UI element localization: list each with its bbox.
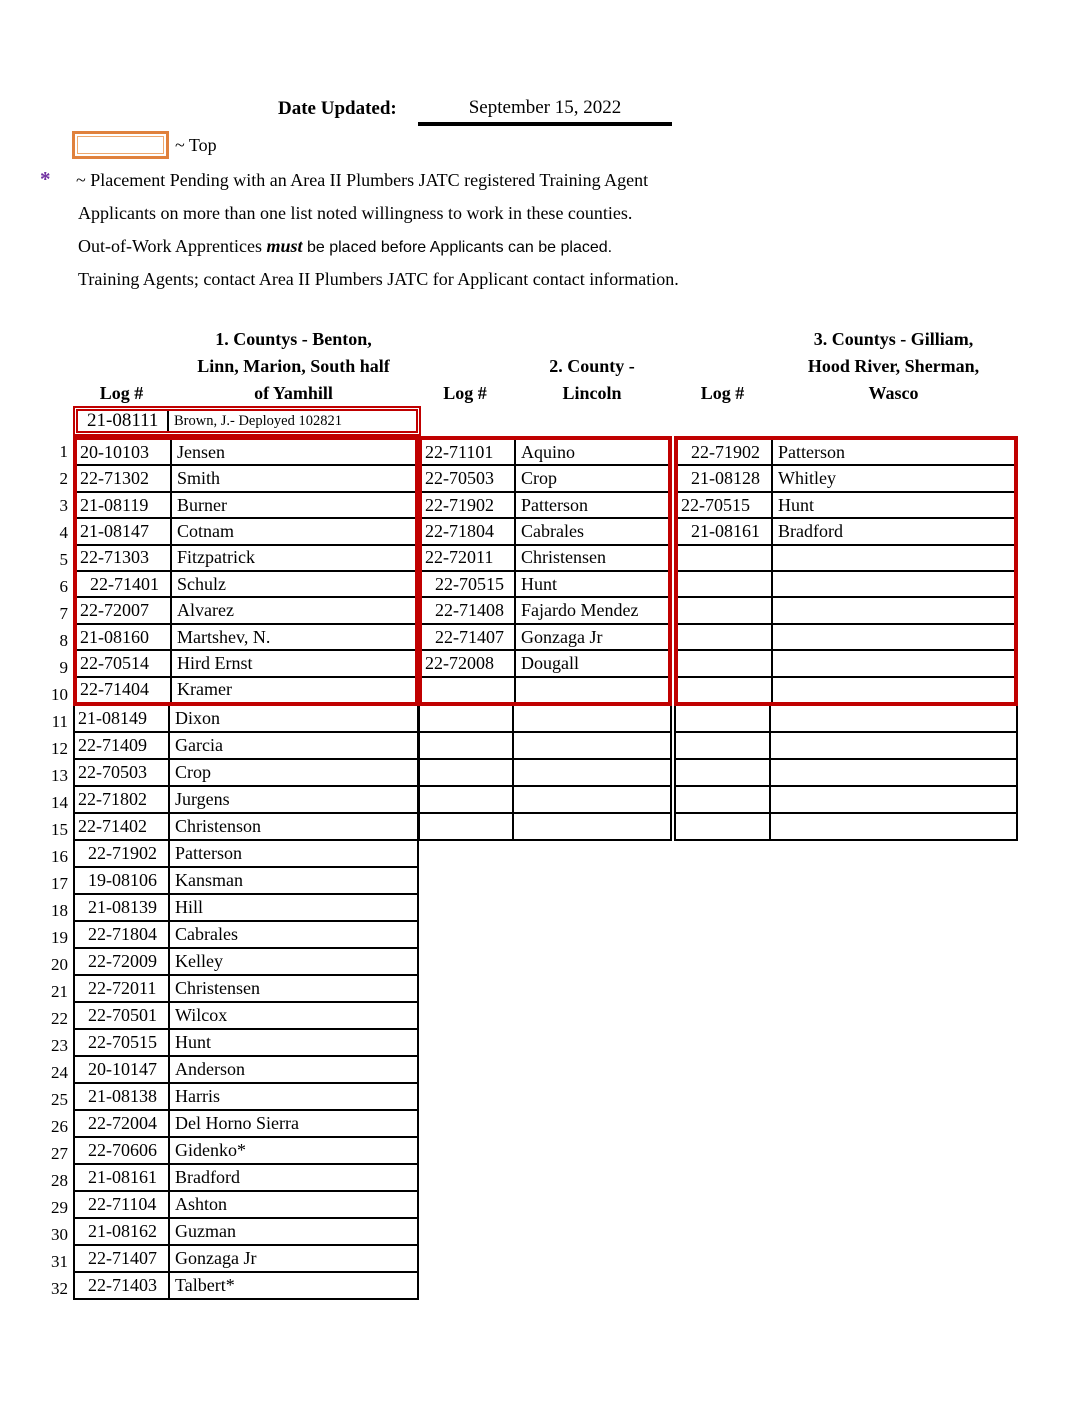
name-cell: Jurgens (175, 789, 230, 809)
name-cell: Schulz (177, 573, 226, 594)
table-row (73, 814, 419, 841)
orange-legend-box-inner (75, 134, 166, 156)
priority-group-box (674, 436, 1018, 706)
group-2-title: 2. County - Lincoln (549, 356, 635, 403)
log-cell (420, 787, 514, 812)
log-cell: 22-71902 (422, 493, 516, 517)
log-cell: 22-71303 (77, 546, 172, 570)
footnote-asterisk: * (40, 167, 51, 191)
row-number: 30 (51, 1225, 68, 1244)
log-cell: 22-70515 (422, 572, 516, 596)
name-cell (514, 706, 670, 731)
group-1-title: 1. Countys - Benton, Linn, Marion, South half of Yamhill (197, 329, 390, 403)
log-cell (676, 706, 771, 731)
name-cell: Talbert* (175, 1275, 235, 1295)
note-oow-must: must (266, 236, 303, 256)
group-1-list (73, 406, 419, 1300)
name-cell: Guzman (175, 1221, 236, 1241)
name-cell (773, 678, 1014, 702)
log-cell: 21-08128 (678, 466, 773, 490)
row-number: 23 (51, 1036, 68, 1055)
name-cell (771, 733, 1016, 758)
log-cell (676, 787, 771, 812)
name-cell: Patterson (175, 843, 242, 863)
table-row (77, 466, 415, 492)
name-cell (773, 546, 1014, 570)
table-row (73, 1246, 419, 1273)
log-cell: 21-08149 (75, 706, 170, 731)
table-row (422, 440, 668, 466)
log-cell: 21-08139 (75, 895, 170, 920)
table-row (678, 546, 1014, 572)
log-cell: 21-08161 (678, 519, 773, 543)
name-cell (514, 760, 670, 785)
table-row (422, 493, 668, 519)
table-row (674, 706, 1018, 733)
row-number: 32 (51, 1279, 68, 1298)
table-row (77, 678, 415, 702)
log-cell: 19-08106 (75, 868, 170, 893)
row-number: 19 (51, 928, 68, 947)
row-number: 24 (51, 1063, 68, 1082)
log-cell: 22-71802 (75, 787, 170, 812)
table-row (674, 814, 1018, 841)
row-number: 11 (51, 712, 68, 731)
log-cell: 21-08161 (75, 1165, 170, 1190)
table-row (73, 733, 419, 760)
name-cell: Cabrales (175, 924, 238, 944)
table-row (422, 625, 668, 651)
note-training-agents: Training Agents; contact Area II Plumbers JATC for Applicant contact information. (78, 269, 679, 289)
log-cell: 22-70606 (75, 1138, 170, 1163)
name-cell: Alvarez (177, 600, 234, 621)
log-cell: 22-71804 (422, 519, 516, 543)
row-number: 21 (51, 982, 68, 1001)
table-row (73, 1138, 419, 1165)
row-number: 20 (51, 955, 68, 974)
name-cell: Fitzpatrick (177, 547, 255, 568)
deployed-name-cell: Brown, J.- Deployed 102821 (174, 412, 342, 429)
name-cell (514, 787, 670, 812)
name-cell: Bradford (778, 520, 843, 541)
log-cell (678, 651, 773, 675)
row-number: 31 (51, 1252, 68, 1271)
row-number: 26 (51, 1117, 68, 1136)
name-cell (773, 625, 1014, 649)
table-row (77, 572, 415, 598)
name-cell: Aquino (521, 441, 575, 462)
log-cell: 22-71401 (77, 572, 172, 596)
name-cell: Garcia (175, 735, 223, 755)
table-row (678, 440, 1014, 466)
group-3-title: 3. Countys - Gilliam, Hood River, Sherman, Wasco (807, 329, 980, 403)
log-cell: 22-71804 (75, 922, 170, 947)
name-cell (773, 651, 1014, 675)
log-number-header-3: Log # (700, 383, 745, 403)
row-number: 4 (59, 523, 68, 542)
table-row (73, 1003, 419, 1030)
group-3-list (674, 436, 1018, 841)
table-row (678, 572, 1014, 598)
name-cell: Fajardo Mendez (521, 600, 639, 621)
row-number: 5 (59, 550, 68, 569)
log-cell: 22-71101 (422, 440, 516, 464)
log-cell (420, 814, 514, 839)
priority-group-box (418, 436, 672, 706)
table-row (73, 706, 419, 733)
log-cell (676, 814, 771, 839)
deployed-log-cell: 21-08111 (78, 411, 169, 431)
table-row (73, 841, 419, 868)
table-row (422, 466, 668, 492)
log-cell (678, 546, 773, 570)
row-number: 22 (51, 1009, 68, 1028)
log-cell: 22-71302 (77, 466, 172, 490)
deployed-row (73, 406, 421, 436)
top-legend-label: ~ Top (175, 135, 217, 155)
log-cell: 22-70515 (75, 1030, 170, 1055)
orange-legend-box (72, 131, 169, 159)
log-cell: 22-70514 (77, 651, 172, 675)
name-cell: Martshev, N. (177, 626, 271, 647)
log-cell (422, 678, 516, 702)
log-cell: 20-10103 (77, 440, 172, 464)
log-cell (678, 598, 773, 622)
name-cell (514, 814, 670, 839)
table-row (73, 922, 419, 949)
table-row (73, 868, 419, 895)
table-row (418, 787, 672, 814)
log-cell (678, 625, 773, 649)
log-cell: 22-71403 (75, 1273, 170, 1298)
log-number-header-2: Log # (443, 383, 487, 403)
row-number: 7 (59, 604, 68, 623)
name-cell: Bradford (175, 1167, 240, 1187)
name-cell: Gidenko* (175, 1140, 246, 1160)
table-row (422, 598, 668, 624)
name-cell: Gonzaga Jr (521, 626, 603, 647)
log-cell: 22-71409 (75, 733, 170, 758)
table-row (678, 625, 1014, 651)
row-number: 12 (51, 739, 68, 758)
table-row (678, 651, 1014, 677)
date-updated-value: September 15, 2022 (418, 97, 672, 126)
name-cell (771, 787, 1016, 812)
table-row (678, 466, 1014, 492)
name-cell (773, 598, 1014, 622)
name-cell: Christensen (175, 978, 260, 998)
table-row (418, 706, 672, 733)
log-cell: 22-70501 (75, 1003, 170, 1028)
log-cell (420, 760, 514, 785)
row-number: 8 (59, 631, 68, 650)
row-number: 29 (51, 1198, 68, 1217)
name-cell: Hunt (521, 573, 557, 594)
log-cell: 22-72009 (75, 949, 170, 974)
name-cell: Dixon (175, 708, 220, 728)
log-cell: 22-70515 (678, 493, 773, 517)
name-cell (771, 814, 1016, 839)
name-cell: Crop (175, 762, 211, 782)
table-row (422, 678, 668, 702)
name-cell: Christensen (521, 547, 606, 568)
row-number: 3 (59, 496, 68, 515)
table-row (73, 949, 419, 976)
row-number: 25 (51, 1090, 68, 1109)
row-number: 14 (51, 793, 68, 812)
name-cell: Wilcox (175, 1005, 228, 1025)
log-cell: 22-71408 (422, 598, 516, 622)
row-number: 9 (59, 658, 68, 677)
table-row (422, 546, 668, 572)
name-cell: Burner (177, 494, 227, 515)
table-row (77, 493, 415, 519)
table-row (73, 787, 419, 814)
table-row (418, 760, 672, 787)
row-number: 16 (51, 847, 68, 866)
name-cell (514, 733, 670, 758)
name-cell: Harris (175, 1086, 220, 1106)
row-number: 1 (59, 442, 68, 461)
row-number-gutter (36, 438, 68, 1302)
row-number: 10 (51, 685, 68, 704)
table-row (73, 1165, 419, 1192)
name-cell: Anderson (175, 1059, 245, 1079)
row-number: 13 (51, 766, 68, 785)
table-row (73, 1084, 419, 1111)
table-row (674, 787, 1018, 814)
log-cell (420, 733, 514, 758)
row-number: 27 (51, 1144, 68, 1163)
date-updated-label: Date Updated: (278, 98, 397, 119)
table-row (77, 519, 415, 545)
name-cell: Christenson (175, 816, 262, 836)
name-cell (516, 678, 668, 702)
log-cell: 20-10147 (75, 1057, 170, 1082)
name-cell: Crop (521, 468, 557, 489)
table-row (674, 760, 1018, 787)
log-cell: 21-08119 (77, 493, 172, 517)
name-cell: Patterson (521, 494, 588, 515)
name-cell (771, 760, 1016, 785)
name-cell: Smith (177, 468, 221, 489)
log-cell: 21-08162 (75, 1219, 170, 1244)
table-row (422, 572, 668, 598)
name-cell: Whitley (778, 468, 836, 489)
name-cell: Hill (175, 897, 204, 917)
table-row (73, 1111, 419, 1138)
log-cell: 22-71407 (422, 625, 516, 649)
name-cell (771, 706, 1016, 731)
table-row (73, 1219, 419, 1246)
table-row (422, 519, 668, 545)
log-cell: 22-72004 (75, 1111, 170, 1136)
log-cell: 22-71404 (77, 678, 172, 702)
table-row (678, 493, 1014, 519)
log-number-header-1: Log # (99, 383, 144, 403)
table-row (77, 440, 415, 466)
log-cell (676, 733, 771, 758)
log-cell: 22-71407 (75, 1246, 170, 1271)
name-cell: Kramer (177, 679, 232, 700)
table-row (678, 678, 1014, 702)
log-cell (420, 706, 514, 731)
row-number: 15 (51, 820, 68, 839)
table-row (73, 1192, 419, 1219)
table-row (73, 760, 419, 787)
table-row (73, 1030, 419, 1057)
log-cell (678, 572, 773, 596)
table-row (77, 598, 415, 624)
name-cell: Del Horno Sierra (175, 1113, 299, 1133)
name-cell: Cotnam (177, 520, 234, 541)
log-cell: 22-72011 (75, 976, 170, 1001)
note-applicants: Applicants on more than one list noted willingness to work in these counties. (78, 203, 633, 223)
name-cell: Kelley (175, 951, 223, 971)
name-cell: Hunt (175, 1032, 211, 1052)
name-cell (773, 572, 1014, 596)
priority-group-box (73, 436, 419, 706)
log-cell: 22-71402 (75, 814, 170, 839)
table-row (77, 546, 415, 572)
name-cell: Hunt (778, 494, 814, 515)
note-oow-post: be placed before Applicants can be placed. (302, 239, 613, 256)
table-row (73, 1057, 419, 1084)
name-cell: Jensen (177, 441, 225, 462)
table-row (418, 733, 672, 760)
table-row (422, 651, 668, 677)
row-number: 18 (51, 901, 68, 920)
name-cell: Gonzaga Jr (175, 1248, 257, 1268)
row-number: 17 (51, 874, 68, 893)
note-out-of-work (78, 236, 612, 257)
table-row (73, 976, 419, 1003)
log-cell: 22-72011 (422, 546, 516, 570)
log-cell: 22-71902 (678, 440, 773, 464)
table-row (73, 895, 419, 922)
note-placement-pending: ~ Placement Pending with an Area II Plumbers JATC registered Training Agent (76, 170, 649, 190)
name-cell: Patterson (778, 441, 845, 462)
log-cell: 22-70503 (75, 760, 170, 785)
name-cell: Kansman (175, 870, 243, 890)
log-cell: 21-08147 (77, 519, 172, 543)
table-row (77, 625, 415, 651)
group-2-list (418, 436, 672, 841)
note-oow-pre: Out-of-Work Apprentices (78, 236, 267, 256)
log-cell: 21-08138 (75, 1084, 170, 1109)
log-cell: 22-71902 (75, 841, 170, 866)
row-number: 6 (59, 577, 68, 596)
name-cell: Hird Ernst (177, 652, 253, 673)
row-number: 28 (51, 1171, 68, 1190)
log-cell: 22-72007 (77, 598, 172, 622)
table-row (77, 651, 415, 677)
log-cell: 22-71104 (75, 1192, 170, 1217)
table-row (678, 519, 1014, 545)
log-cell: 22-72008 (422, 651, 516, 675)
name-cell: Dougall (521, 652, 579, 673)
table-row (73, 1273, 419, 1300)
log-cell (678, 678, 773, 702)
table-row (678, 598, 1014, 624)
row-number: 2 (59, 469, 68, 488)
log-cell: 22-70503 (422, 466, 516, 490)
log-cell: 21-08160 (77, 625, 172, 649)
name-cell: Cabrales (521, 520, 584, 541)
log-cell (676, 760, 771, 785)
table-row (674, 733, 1018, 760)
name-cell: Ashton (175, 1194, 228, 1214)
table-row (418, 814, 672, 841)
